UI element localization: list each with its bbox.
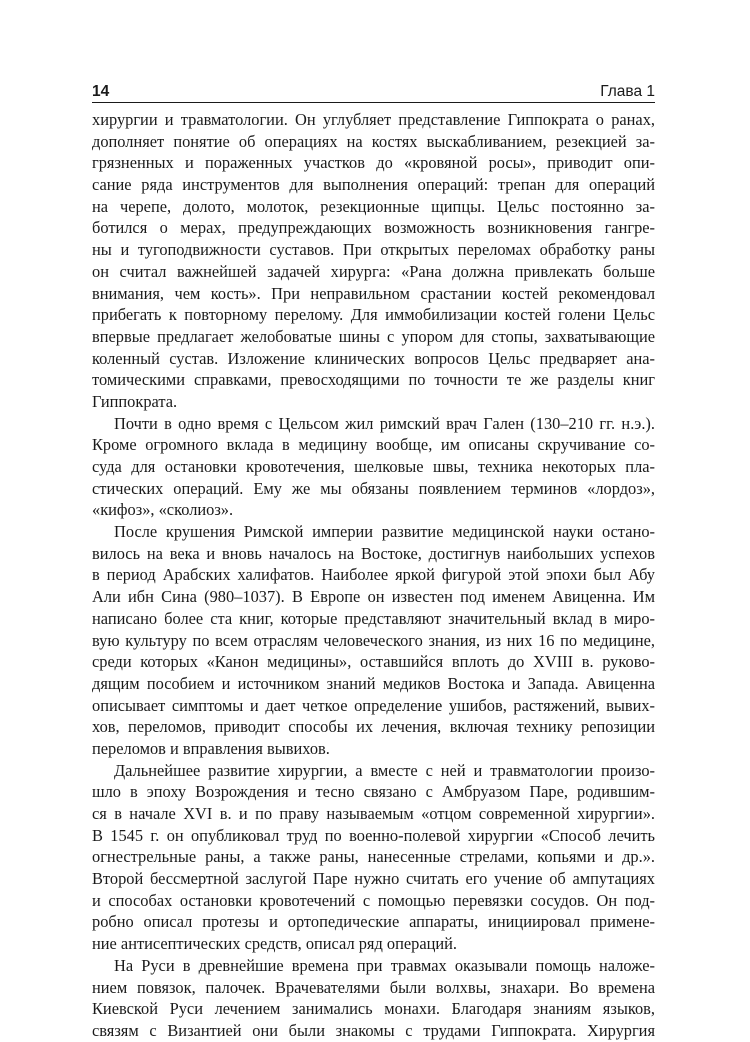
text-line: написано более ста книг, которые представляют значительный вклад в миро- [92, 608, 655, 628]
text-line: робно описал протезы и ортопедические аппараты, инициировал примене- [92, 912, 655, 932]
text-line: вую культуру по всем отраслям человеческого знания, из них 16 по медицине, [92, 630, 655, 650]
text-line: стических операций. Ему же мы обязаны появлением терминов «лордоз», [92, 478, 655, 498]
text-line: хирургии и травматологии. Он углубляет представление Гиппократа о ранах, [92, 110, 655, 129]
text-line: хов, переломов, приводит способы их лечения, включая технику репозиции [92, 717, 655, 737]
running-head [92, 74, 655, 102]
paragraph [92, 760, 655, 955]
text-line: Али ибн Сина (980–1037). В Европе он известен под именем Авиценна. Им [92, 587, 655, 607]
text-line: сание ряда инструментов для выполнения операций: трепан для операций [92, 175, 655, 195]
text-line: среди которых «Канон медицины», оставшийся вплоть до XVIII в. руково- [92, 652, 655, 672]
text-line: переломов и вправления вывихов. [92, 738, 330, 758]
paragraph [92, 955, 655, 1042]
text-line: томическими справками, превосходящими по точности те же разделы книг [92, 370, 655, 390]
text-line: Почти в одно время с Цельсом жил римский врач Гален (130–210 гг. н.э.). [114, 413, 655, 433]
text-line: огнестрельные раны, а также раны, нанесенные стрелами, копьями и др.». [92, 847, 655, 867]
paragraph [92, 109, 655, 413]
text-line: дящим пособием и источником знаний медиков Востока и Запада. Авиценна [92, 673, 655, 693]
text-line: описывает симптомы и дает четкое определение ушибов, растяжений, вывих- [92, 695, 655, 715]
text-line: Второй бессмертной заслугой Паре нужно считать его учение об ампутациях [92, 869, 655, 889]
text-line: Киевской Руси лечением занимались монахи. Благодаря знаниям языков, [92, 999, 655, 1019]
text-line: ся в начале XVI в. и по праву называемым «отцом современной хирургии». [92, 804, 655, 823]
text-line: на черепе, долото, молоток, резекционные щипцы. Цельс постоянно за- [92, 196, 655, 216]
text-line: впервые предлагает желобоватые шины с упором для стопы, захватывающие [92, 326, 655, 346]
text-line: в период Арабских халифатов. Наиболее яркой фигурой этой эпохи был Абу [92, 565, 655, 585]
chapter-title: Глава 1 [600, 83, 655, 100]
text-line: суда для остановки кровотечения, шелковые швы, техника некоторых пла- [92, 457, 655, 476]
text-line: Гиппократа. [92, 391, 178, 411]
text-line: нием повязок, палочек. Врачевателями были волхвы, знахари. Во времена [92, 977, 655, 997]
text-line: и способах остановки кровотечений с помощью перевязки сосудов. Он под- [92, 890, 655, 910]
paragraph [92, 521, 655, 760]
text-line: связям с Византией они были знакомы с трудами Гиппократа. Хирургия [92, 1020, 655, 1040]
text-line: шло в эпоху Возрождения и тесно связано с Амбруазом Паре, родившим- [92, 782, 655, 802]
text-line: На Руси в древнейшие времена при травмах оказывали помощь наложе- [114, 955, 655, 975]
text-line: Дальнейшее развитие хирургии, а вместе с ней и травматологии произо- [114, 760, 655, 780]
paragraph [92, 413, 655, 521]
text-line: внимания, чем кость». При неправильном срастании костей рекомендовал [92, 283, 655, 303]
text-line: дополняет понятие об операциях на костях выскабливанием, резекцией за- [92, 131, 655, 151]
text-line: «кифоз», «сколиоз». [92, 500, 234, 520]
text-line: Кроме огромного вклада в медицину вообще, им описаны скручивание со- [92, 435, 655, 455]
text-line: ны и тугоподвижности суставов. При открытых переломах обработку раны [92, 240, 655, 260]
text-line: он считал важнейшей задачей хирурга: «Рана должна привлекать больше [92, 261, 655, 281]
text-line: После крушения Римской империи развитие медицинской науки остано- [114, 522, 655, 542]
text-line: В 1545 г. он опубликовал труд по военно-полевой хирургии «Способ лечить [92, 825, 655, 845]
page-number: 14 [92, 83, 110, 100]
text-line: коленный сустав. Изложение клинических вопросов Цельс предваряет ана- [92, 348, 655, 368]
text-line: прибегать к повторному перелому. Для иммобилизации костей голени Цельс [92, 305, 655, 325]
text-line: ботился о мерах, предупреждающих возможность возникновения гангре- [92, 218, 655, 238]
text-line: вилось на века и вновь началось на Востоке, достигнув наибольших успехов [92, 543, 655, 563]
body-text [92, 109, 655, 1042]
text-line: грязненных и пораженных участков до «кровяной росы», приводит опи- [92, 153, 655, 173]
text-line: ние антисептических средств, описал ряд операций. [92, 934, 458, 954]
header-rule [92, 102, 655, 103]
